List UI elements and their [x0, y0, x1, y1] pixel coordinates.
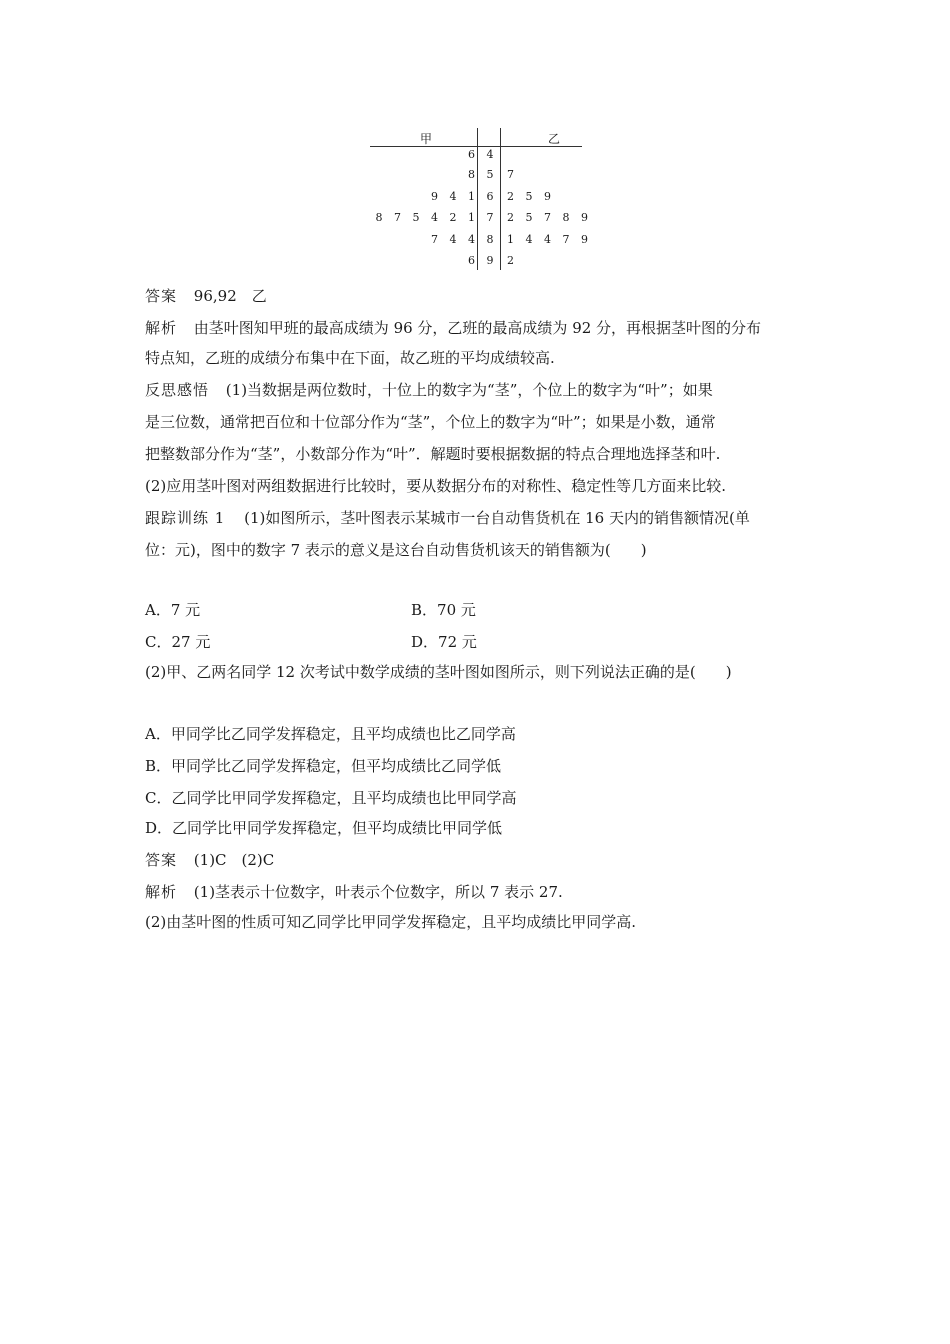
reflection-label: 反思感悟 — [145, 381, 210, 399]
left-leaves: 7 4 4 — [431, 233, 479, 246]
q2-option-c: C．乙同学比甲同学发挥稳定，且平均成绩也比甲同学高 — [145, 789, 517, 807]
table-row — [370, 233, 592, 253]
right-header: 乙 — [548, 132, 561, 146]
left-leaves: 9 4 1 — [431, 190, 479, 203]
header-divider — [370, 146, 582, 147]
q2-option-d: D．乙同学比甲同学发挥稳定，但平均成绩比甲同学低 — [145, 819, 503, 837]
exercise-q2-line: (2)甲、乙两名同学 12 次考试中数学成绩的茎叶图如图所示，则下列说法正确的是( ) — [145, 663, 732, 681]
answer-text: (1)C (2)C — [193, 851, 275, 869]
analysis-label: 解析 — [145, 319, 178, 337]
exercise-text: (1)如图所示，茎叶图表示某城市一台自动售货机在 16 天内的销售额情况(单 — [244, 509, 750, 527]
stem: 8 — [486, 233, 494, 246]
left-header: 甲 — [420, 132, 433, 146]
right-leaves: 2 5 9 — [507, 190, 555, 203]
q1-option-d: D．72 元 — [411, 633, 477, 651]
answer-text: 96,92 乙 — [193, 287, 267, 305]
answer-label: 答案 — [145, 287, 178, 305]
stem: 7 — [486, 211, 494, 224]
right-leaves: 2 5 7 8 9 — [507, 211, 592, 224]
analysis-text: 由茎叶图知甲班的最高成绩为 96 分，乙班的最高成绩为 92 分，再根据茎叶图的分布 — [193, 319, 762, 337]
stem: 5 — [486, 168, 494, 181]
left-leaves: 6 — [468, 148, 479, 161]
table-row — [370, 168, 582, 188]
exercise-label: 跟踪训练 1 — [145, 509, 226, 527]
q2-option-a: A．甲同学比乙同学发挥稳定，且平均成绩也比乙同学高 — [145, 725, 516, 743]
analysis-label: 解析 — [145, 883, 178, 901]
exercise-q1-line-1 — [145, 508, 750, 528]
analysis-2-line-1 — [145, 882, 563, 902]
table-row — [370, 190, 582, 210]
reflection-line-4: (2)应用茎叶图对两组数据进行比较时，要从数据分布的对称性、稳定性等几方面来比较. — [145, 477, 727, 495]
table-row — [370, 211, 592, 231]
q1-option-a: A．7 元 — [145, 601, 201, 619]
right-leaves: 7 — [507, 168, 518, 181]
answer-1 — [145, 286, 267, 306]
reflection-line-1 — [145, 380, 713, 400]
exercise-q1-line-2: 位：元)，图中的数字 7 表示的意义是这台自动售货机该天的销售额为( ) — [145, 541, 647, 559]
table-row — [370, 254, 582, 274]
stem: 9 — [486, 254, 494, 267]
right-leaves: 2 — [507, 254, 518, 267]
left-leaves: 6 — [468, 254, 479, 267]
table-row — [370, 148, 582, 168]
q1-option-b: B．70 元 — [411, 601, 476, 619]
stem: 6 — [486, 190, 494, 203]
q1-option-c: C．27 元 — [145, 633, 211, 651]
analysis-text: (1)茎表示十位数字，叶表示个位数字，所以 7 表示 27. — [193, 883, 563, 901]
reflection-text: (1)当数据是两位数时，十位上的数字为“茎”，个位上的数字为“叶”；如果 — [225, 381, 713, 399]
right-leaves: 1 4 4 7 9 — [507, 233, 592, 246]
reflection-line-2: 是三位数，通常把百位和十位部分作为“茎”，个位上的数字为“叶”；如果是小数，通常 — [145, 413, 716, 431]
analysis-1-line-2: 特点知，乙班的成绩分布集中在下面，故乙班的平均成绩较高. — [145, 349, 555, 367]
stem: 4 — [486, 148, 494, 161]
left-leaves: 8 7 5 4 2 1 — [375, 211, 479, 224]
analysis-1-line-1 — [145, 318, 761, 338]
left-leaves: 8 — [468, 168, 479, 181]
reflection-line-3: 把整数部分作为“茎”，小数部分作为“叶”．解题时要根据数据的特点合理地选择茎和叶. — [145, 445, 721, 463]
answer-2 — [145, 850, 274, 870]
q2-option-b: B．甲同学比乙同学发挥稳定，但平均成绩比乙同学低 — [145, 757, 502, 775]
analysis-2-line-2: (2)由茎叶图的性质可知乙同学比甲同学发挥稳定，且平均成绩比甲同学高. — [145, 913, 637, 931]
answer-label: 答案 — [145, 851, 178, 869]
